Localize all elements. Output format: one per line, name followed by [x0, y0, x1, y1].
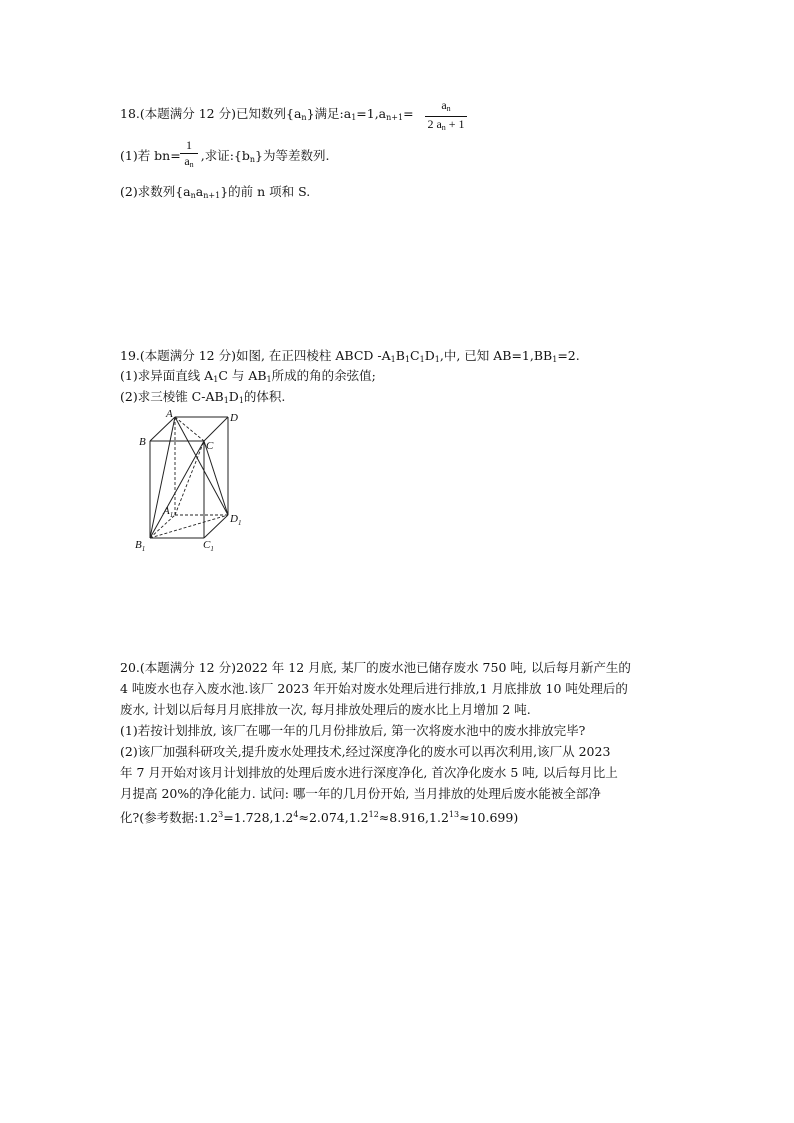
edge-DC — [204, 417, 228, 441]
q20-line-4: (1)若按计划排放, 该厂在哪一年的几月份排放后, 第一次将废水池中的废水排放完毕? — [120, 723, 586, 738]
segment-AB1 — [150, 417, 175, 538]
segment-AC-hidden — [175, 417, 204, 441]
prism-figure — [130, 405, 250, 555]
segment-AD1 — [175, 417, 228, 515]
label-D: D — [230, 412, 238, 424]
q19-part1: (1)求异面直线 $A_1C$ 与 $AB_1$所成的角的余弦值; — [120, 368, 376, 384]
edge-C1D1 — [204, 515, 228, 538]
label-A: A — [166, 408, 173, 420]
q20-line-8: 化?(参考数据$:1.2^3=1.728,1.2^4\approx 2.074,1.2^{12}\approx 8.916,1.2^{13}\approx 10.699$) — [120, 810, 519, 825]
label-D1: $D_1$ — [230, 513, 242, 527]
q18-title: 18.(本题满分 12 分)已知数列$\{a_n\}$满足$:a_1=1,a_{n+1}=$ — [120, 106, 414, 122]
segment-CB1 — [150, 441, 204, 538]
q20-line-1: 20.(本题满分 12 分)2022 年 12 月底, 某厂的废水池已储存废水 750 吨, 以后每月新产生的 — [120, 660, 631, 675]
q20-line-5: (2)该厂加强科研攻关,提升废水处理技术,经过深度净化的废水可以再次利用,该厂从 2023 — [120, 744, 611, 759]
q18-part2: (2)求数列$\{a_na_{n+1}\}$的前 n 项和 S. — [120, 184, 311, 200]
q20-line-6: 年 7 月开始对该月计划排放的处理后废水进行深度净化, 首次净化废水 5 吨, 以后每月比上 — [120, 765, 618, 780]
label-C1: $C_1$ — [203, 539, 214, 553]
label-B: B — [139, 436, 146, 448]
label-C: C — [206, 440, 214, 452]
q18-part1: (1)若 bn= ,求证$:\{b_n\}$为等差数列. — [120, 148, 330, 164]
q19-part2: (2)求三棱锥 $C-AB_1D_1$的体积. — [120, 389, 286, 405]
q20-line-3: 废水, 计划以后每月月底排放一次, 每月排放处理后的废水比上月增加 2 吨. — [120, 702, 531, 717]
label-A1: $A_1$ — [163, 505, 174, 519]
q20-line-2: 4 吨废水也存入废水池.该厂 2023 年开始对废水处理后进行排放,1 月底排放 10 吨处理后的 — [120, 681, 628, 696]
q20-line-7: 月提高 20%的净化能力. 试问: 哪一年的几月份开始, 当月排放的处理后废水能被全部净 — [120, 786, 601, 801]
segment-A1C-hidden — [175, 441, 204, 515]
q18-recurrence-fraction: $a_n$ 2 $a_n + 1$ — [425, 99, 467, 134]
q19-title: 19.(本题满分 12 分)如图, 在正四棱柱 ABCD $-A_1B_1C_1D_1$,中, 已知 $AB=1,BB_1=2$. — [120, 348, 580, 364]
label-B1: $B_1$ — [135, 539, 146, 553]
q18-bn-fraction: 1 $a_n$ — [180, 139, 198, 171]
